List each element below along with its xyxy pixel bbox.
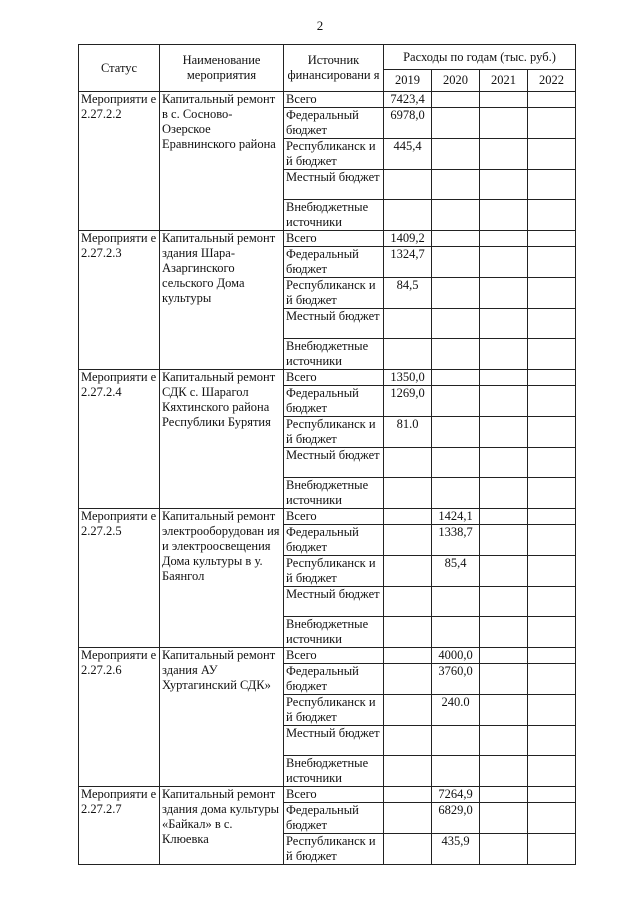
amount-cell xyxy=(480,803,528,834)
table-row xyxy=(79,648,576,664)
amount-cell xyxy=(432,278,480,309)
activity-status: Мероприяти е 2.27.2.2 xyxy=(79,92,160,231)
amount-cell xyxy=(528,834,576,865)
amount-cell xyxy=(480,386,528,417)
funding-source: Внебюджетные источники xyxy=(284,200,384,231)
activity-name: Капитальный ремонт здания дома культуры «Байкал» в с. Клюевка xyxy=(160,787,284,865)
amount-cell xyxy=(384,617,432,648)
amount-cell xyxy=(480,787,528,803)
amount-cell xyxy=(528,386,576,417)
amount-cell xyxy=(528,787,576,803)
amount-cell xyxy=(528,448,576,478)
amount-cell xyxy=(480,170,528,200)
amount-cell xyxy=(528,726,576,756)
amount-cell xyxy=(528,417,576,448)
activity-status: Мероприяти е 2.27.2.4 xyxy=(79,370,160,509)
amount-cell: 445,4 xyxy=(384,139,432,170)
amount-cell xyxy=(528,370,576,386)
funding-source: Всего xyxy=(284,787,384,803)
amount-cell xyxy=(432,92,480,108)
amount-cell xyxy=(528,525,576,556)
activity-name: Капитальный ремонт СДК с. Шарагол Кяхтинского района Республики Бурятия xyxy=(160,370,284,509)
amount-cell xyxy=(528,756,576,787)
amount-cell xyxy=(384,803,432,834)
amount-cell: 1424,1 xyxy=(432,509,480,525)
amount-cell xyxy=(432,726,480,756)
amount-cell xyxy=(432,139,480,170)
amount-cell xyxy=(528,803,576,834)
activity-status: Мероприяти е 2.27.2.6 xyxy=(79,648,160,787)
funding-source: Внебюджетные источники xyxy=(284,617,384,648)
amount-cell: 84,5 xyxy=(384,278,432,309)
header-year: 2021 xyxy=(480,70,528,92)
amount-cell xyxy=(480,139,528,170)
amount-cell: 1409,2 xyxy=(384,231,432,247)
amount-cell xyxy=(432,478,480,509)
budget-table xyxy=(78,44,576,865)
funding-source: Всего xyxy=(284,509,384,525)
funding-source: Местный бюджет xyxy=(284,726,384,756)
amount-cell xyxy=(384,525,432,556)
amount-cell xyxy=(384,695,432,726)
amount-cell xyxy=(432,448,480,478)
amount-cell: 1338,7 xyxy=(432,525,480,556)
amount-cell xyxy=(384,756,432,787)
amount-cell xyxy=(432,417,480,448)
amount-cell xyxy=(432,247,480,278)
amount-cell xyxy=(528,339,576,370)
amount-cell: 1350,0 xyxy=(384,370,432,386)
activity-name: Капитальный ремонт электрооборудован ия и электроосвещения Дома культуры в у. Баянгол xyxy=(160,509,284,648)
table-row xyxy=(79,787,576,803)
amount-cell xyxy=(384,648,432,664)
amount-cell xyxy=(480,664,528,695)
amount-cell xyxy=(384,170,432,200)
header-year: 2019 xyxy=(384,70,432,92)
amount-cell xyxy=(480,339,528,370)
header-expenses: Расходы по годам (тыс. руб.) xyxy=(384,45,576,70)
funding-source: Федеральный бюджет xyxy=(284,664,384,695)
table-row xyxy=(79,509,576,525)
amount-cell: 3760,0 xyxy=(432,664,480,695)
header-source: Источник финансировани я xyxy=(284,45,384,92)
amount-cell xyxy=(480,509,528,525)
header-name: Наименование мероприятия xyxy=(160,45,284,92)
funding-source: Всего xyxy=(284,648,384,664)
amount-cell: 6829,0 xyxy=(432,803,480,834)
amount-cell xyxy=(528,509,576,525)
amount-cell xyxy=(480,756,528,787)
amount-cell xyxy=(528,695,576,726)
amount-cell xyxy=(432,200,480,231)
amount-cell xyxy=(480,448,528,478)
funding-source: Местный бюджет xyxy=(284,170,384,200)
amount-cell xyxy=(528,247,576,278)
amount-cell xyxy=(528,617,576,648)
funding-source: Внебюджетные источники xyxy=(284,756,384,787)
amount-cell xyxy=(480,834,528,865)
funding-source: Республиканск и й бюджет xyxy=(284,556,384,587)
funding-source: Республиканск и й бюджет xyxy=(284,834,384,865)
amount-cell xyxy=(528,478,576,509)
funding-source: Всего xyxy=(284,370,384,386)
amount-cell xyxy=(480,478,528,509)
amount-cell: 81.0 xyxy=(384,417,432,448)
table-row xyxy=(79,370,576,386)
activity-status: Мероприяти е 2.27.2.3 xyxy=(79,231,160,370)
funding-source: Внебюджетные источники xyxy=(284,339,384,370)
amount-cell xyxy=(480,278,528,309)
amount-cell xyxy=(432,386,480,417)
amount-cell xyxy=(480,108,528,139)
amount-cell xyxy=(384,556,432,587)
amount-cell xyxy=(528,648,576,664)
amount-cell xyxy=(432,170,480,200)
amount-cell xyxy=(432,587,480,617)
amount-cell xyxy=(384,200,432,231)
amount-cell xyxy=(480,617,528,648)
funding-source: Федеральный бюджет xyxy=(284,386,384,417)
amount-cell xyxy=(480,247,528,278)
activity-status: Мероприяти е 2.27.2.7 xyxy=(79,787,160,865)
amount-cell xyxy=(480,200,528,231)
amount-cell xyxy=(384,309,432,339)
funding-source: Местный бюджет xyxy=(284,309,384,339)
funding-source: Всего xyxy=(284,92,384,108)
amount-cell xyxy=(528,587,576,617)
header-year: 2020 xyxy=(432,70,480,92)
header-year: 2022 xyxy=(528,70,576,92)
amount-cell xyxy=(528,278,576,309)
funding-source: Федеральный бюджет xyxy=(284,247,384,278)
amount-cell xyxy=(480,92,528,108)
amount-cell: 7264,9 xyxy=(432,787,480,803)
amount-cell xyxy=(480,556,528,587)
amount-cell xyxy=(432,231,480,247)
funding-source: Республиканск и й бюджет xyxy=(284,278,384,309)
amount-cell xyxy=(432,309,480,339)
amount-cell xyxy=(528,200,576,231)
amount-cell xyxy=(384,787,432,803)
amount-cell xyxy=(384,834,432,865)
amount-cell: 435,9 xyxy=(432,834,480,865)
amount-cell xyxy=(528,556,576,587)
amount-cell xyxy=(480,726,528,756)
activity-name: Капитальный ремонт в с. Сосново-Озерское Еравнинского района xyxy=(160,92,284,231)
funding-source: Местный бюджет xyxy=(284,587,384,617)
funding-source: Федеральный бюджет xyxy=(284,108,384,139)
amount-cell xyxy=(480,231,528,247)
activity-name: Капитальный ремонт здания АУ Хуртагинский СДК» xyxy=(160,648,284,787)
amount-cell xyxy=(432,756,480,787)
amount-cell xyxy=(384,478,432,509)
page-number: 2 xyxy=(316,18,324,33)
amount-cell xyxy=(432,339,480,370)
funding-source: Местный бюджет xyxy=(284,448,384,478)
amount-cell: 1269,0 xyxy=(384,386,432,417)
amount-cell xyxy=(528,231,576,247)
amount-cell xyxy=(480,370,528,386)
funding-source: Всего xyxy=(284,231,384,247)
amount-cell: 1324,7 xyxy=(384,247,432,278)
amount-cell xyxy=(480,525,528,556)
funding-source: Республиканск и й бюджет xyxy=(284,417,384,448)
amount-cell: 7423,4 xyxy=(384,92,432,108)
funding-source: Федеральный бюджет xyxy=(284,803,384,834)
amount-cell xyxy=(480,417,528,448)
amount-cell xyxy=(528,92,576,108)
funding-source: Республиканск и й бюджет xyxy=(284,695,384,726)
funding-source: Внебюджетные источники xyxy=(284,478,384,509)
amount-cell xyxy=(432,108,480,139)
amount-cell xyxy=(480,695,528,726)
amount-cell xyxy=(384,509,432,525)
amount-cell xyxy=(432,617,480,648)
amount-cell: 6978,0 xyxy=(384,108,432,139)
activity-name: Капитальный ремонт здания Шара-Азаргинского сельского Дома культуры xyxy=(160,231,284,370)
table-body xyxy=(79,92,576,865)
amount-cell xyxy=(528,664,576,695)
amount-cell xyxy=(528,108,576,139)
amount-cell xyxy=(528,139,576,170)
activity-status: Мероприяти е 2.27.2.5 xyxy=(79,509,160,648)
amount-cell xyxy=(528,170,576,200)
table-row xyxy=(79,92,576,108)
table-row xyxy=(79,231,576,247)
amount-cell: 85,4 xyxy=(432,556,480,587)
amount-cell: 4000,0 xyxy=(432,648,480,664)
amount-cell xyxy=(480,309,528,339)
amount-cell xyxy=(384,664,432,695)
amount-cell xyxy=(384,448,432,478)
header-status: Статус xyxy=(79,45,160,92)
amount-cell xyxy=(384,339,432,370)
amount-cell xyxy=(384,726,432,756)
funding-source: Федеральный бюджет xyxy=(284,525,384,556)
amount-cell: 240.0 xyxy=(432,695,480,726)
amount-cell xyxy=(528,309,576,339)
amount-cell xyxy=(432,370,480,386)
funding-source: Республиканск и й бюджет xyxy=(284,139,384,170)
amount-cell xyxy=(384,587,432,617)
amount-cell xyxy=(480,648,528,664)
amount-cell xyxy=(480,587,528,617)
